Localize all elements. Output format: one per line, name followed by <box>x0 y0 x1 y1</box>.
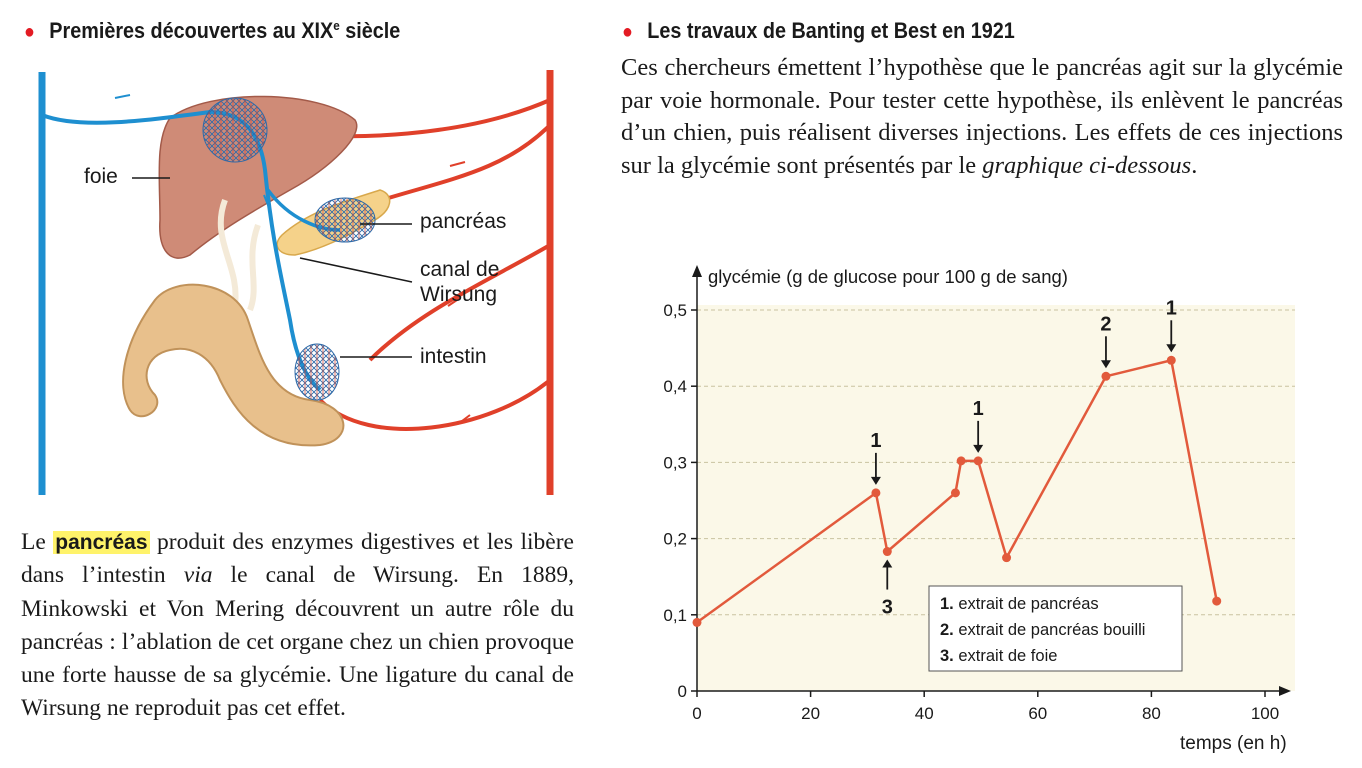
data-point <box>951 488 960 497</box>
data-point <box>693 618 702 627</box>
label-pancreas: pancréas <box>420 210 507 233</box>
y-tick-label: 0,4 <box>663 377 687 397</box>
y-tick-label: 0 <box>677 682 687 701</box>
highlighted-term: pancréas <box>55 531 148 554</box>
annotation-label: 1 <box>1165 297 1177 320</box>
annotation-label: 3 <box>881 596 893 619</box>
bullet-icon: ● <box>24 21 35 43</box>
x-axis-label: temps (en h) <box>1180 733 1287 754</box>
x-tick-label: 80 <box>1141 704 1161 723</box>
x-tick-label: 40 <box>914 704 934 723</box>
chart-legend <box>929 586 1182 671</box>
data-point <box>883 547 892 556</box>
data-point <box>1101 372 1110 381</box>
data-point <box>974 456 983 465</box>
right-paragraph: Ces chercheurs émettent l’hypothèse que le pancréas agit sur la glycémie par voie hormonale. Pour tester cette hypothèse, ils enlèvent le pancréas d’un chien, puis réalisent diverses injections. Les effets de ces injections sur la glycémie sont présentés par le graphique ci-dessous. <box>621 54 1343 179</box>
y-axis-label: glycémie (g de glucose pour 100 g de sang) <box>708 266 1068 287</box>
data-point <box>1167 356 1176 365</box>
x-tick-label: 20 <box>801 704 821 723</box>
label-intestine: intestin <box>420 345 487 368</box>
annotation-label: 1 <box>870 429 882 452</box>
legend-item: 2. extrait de pancréas bouilli <box>940 621 1146 639</box>
y-tick-label: 0,5 <box>663 301 687 320</box>
bullet-icon: ● <box>622 21 633 43</box>
x-tick-label: 60 <box>1028 704 1048 723</box>
y-tick-label: 0,3 <box>663 453 687 473</box>
digestive-anatomy-illustration <box>20 50 580 505</box>
left-paragraph: Le pancréas produit des enzymes digestives et les libère dans l’intestin via le canal de Wirsung. En 1889, Minkowski et Von Mering découvrent un autre rôle du pancréas : l’ablation de cet organe chez un chien provoque une forte hausse de sa glycémie. Une ligature du canal de Wirsung ne reproduit pas cet effet. <box>21 529 575 722</box>
label-duct-line1: canal de <box>420 258 500 281</box>
glycemia-chart <box>640 255 1340 760</box>
right-section-heading: ● Les travaux de Banting et Best en 1921 <box>622 18 1015 43</box>
data-point <box>871 488 880 497</box>
x-tick-label: 100 <box>1250 704 1280 723</box>
left-section-heading: ● Premières découvertes au XIXe siècle <box>24 18 401 43</box>
y-tick-label: 0,1 <box>663 605 687 625</box>
label-duct-line2: Wirsung <box>420 283 498 306</box>
data-point <box>957 456 966 465</box>
annotation-label: 1 <box>972 397 984 420</box>
annotation-label: 2 <box>1100 313 1112 336</box>
data-point <box>1002 553 1011 562</box>
data-point <box>1212 597 1221 606</box>
y-tick-label: 0,2 <box>663 529 687 549</box>
label-liver: foie <box>84 165 118 188</box>
x-tick-label: 0 <box>692 704 702 723</box>
legend-item: 1. extrait de pancréas <box>940 595 1099 613</box>
legend-item: 3. extrait de foie <box>940 647 1058 665</box>
y-axis-arrow-icon <box>692 265 702 277</box>
